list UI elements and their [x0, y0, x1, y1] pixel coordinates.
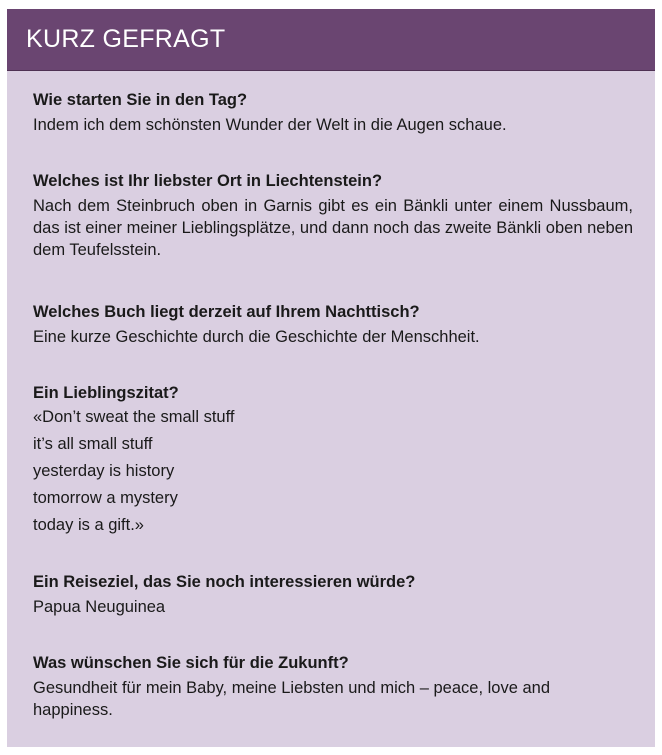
qa-item	[33, 89, 633, 136]
box-title: KURZ GEFRAGT	[26, 25, 226, 53]
interview-box	[7, 9, 655, 747]
question: Welches ist Ihr liebster Ort in Liechtenstein?	[33, 172, 383, 190]
qa-item	[33, 652, 633, 721]
answer: Indem ich dem schönsten Wunder der Welt in die Augen schaue.	[33, 116, 507, 134]
qa-item	[33, 382, 633, 539]
question: Ein Lieblingszitat?	[33, 384, 179, 402]
answer: Gesundheit für mein Baby, meine Liebsten und mich – peace, love and happiness.	[33, 679, 551, 719]
question: Wie starten Sie in den Tag?	[33, 91, 248, 109]
quote-line: yesterday is history	[33, 462, 175, 480]
answer: Papua Neuguinea	[33, 598, 166, 616]
answer: Nach dem Steinbruch oben in Garnis gibt es ein Bänkli unter einem Nussbaum, das ist einer meiner Lieblingsplätze, und dann noch das zweite Bänkli oben neben dem Teufelsstein.	[33, 197, 633, 259]
quote-line: it’s all small stuff	[33, 435, 153, 453]
quote-line: today is a gift.»	[33, 516, 144, 534]
qa-item	[33, 301, 633, 348]
question: Welches Buch liegt derzeit auf Ihrem Nachttisch?	[33, 303, 420, 321]
question: Was wünschen Sie sich für die Zukunft?	[33, 654, 349, 672]
box-header	[7, 9, 655, 71]
quote-line: «Don’t sweat the small stuff	[33, 408, 235, 426]
qa-item	[33, 170, 633, 261]
question: Ein Reiseziel, das Sie noch interessieren würde?	[33, 573, 416, 591]
quote-line: tomorrow a mystery	[33, 489, 178, 507]
qa-item	[33, 571, 633, 618]
answer: Eine kurze Geschichte durch die Geschichte der Menschheit.	[33, 328, 480, 346]
